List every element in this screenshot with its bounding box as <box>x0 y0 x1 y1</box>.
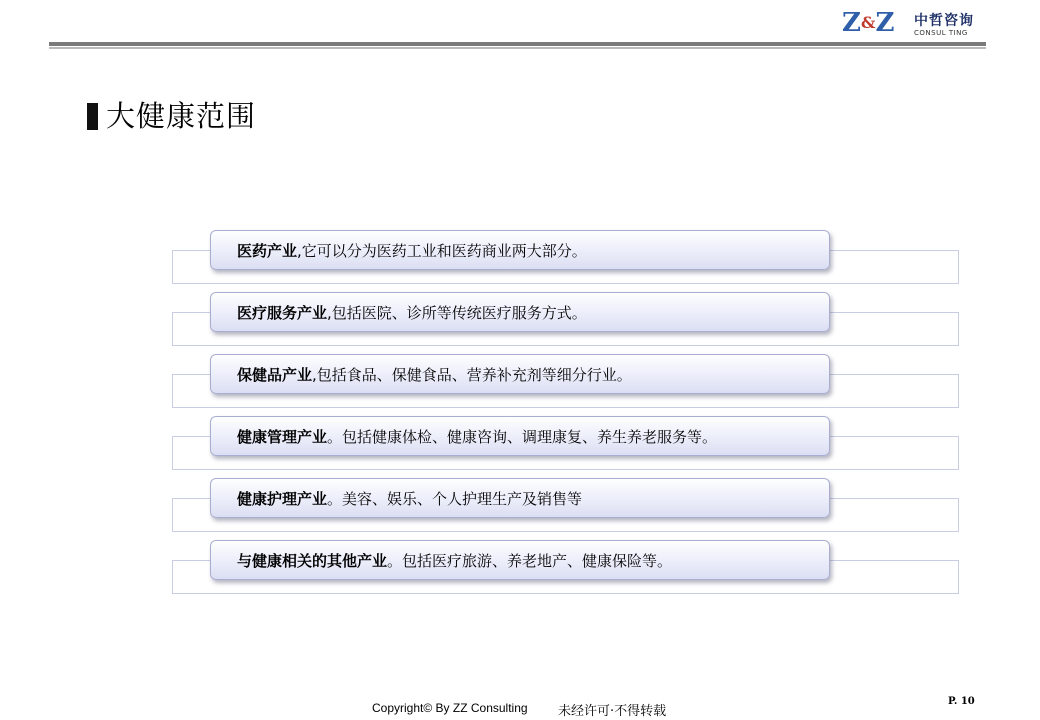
item-heading: 健康管理产业 <box>237 427 328 446</box>
item-box <box>210 230 830 270</box>
item-box <box>210 416 830 456</box>
logo-mark: Z&Z <box>842 8 894 38</box>
item-heading: 医疗服务产业 <box>237 303 328 322</box>
item-heading: 与健康相关的其他产业 <box>237 551 388 570</box>
item-text: 。美容、娱乐、个人护理生产及销售等 <box>327 489 583 508</box>
item-text: ,包括医院、诊所等传统医疗服务方式。 <box>327 303 587 322</box>
footer-notice: 未经许可·不得转载 <box>558 704 667 719</box>
list-item <box>0 478 1040 538</box>
item-text: ,包括食品、保健食品、营养补充剂等细分行业。 <box>312 365 632 384</box>
item-box <box>210 540 830 580</box>
item-box <box>210 478 830 518</box>
list-item <box>0 292 1040 352</box>
logo-english-name: CONSUL TING <box>914 29 968 37</box>
item-box <box>210 292 830 332</box>
item-text: ,它可以分为医药工业和医药商业两大部分。 <box>297 241 587 260</box>
item-text: 。包括医疗旅游、养老地产、健康保险等。 <box>387 551 673 570</box>
page-title: 大健康范围 <box>106 99 257 133</box>
footer-copyright: Copyright© By ZZ Consulting <box>372 701 528 715</box>
logo-chinese-name: 中哲咨询 <box>914 13 974 29</box>
list-item <box>0 354 1040 414</box>
list-item <box>0 540 1040 600</box>
item-heading: 健康护理产业 <box>237 489 328 508</box>
item-heading: 医药产业 <box>237 241 298 260</box>
item-text: 。包括健康体检、健康咨询、调理康复、养生养老服务等。 <box>327 427 718 446</box>
item-box <box>210 354 830 394</box>
item-heading: 保健品产业 <box>237 365 313 384</box>
list-item <box>0 416 1040 476</box>
page-number: P. 10 <box>948 696 975 707</box>
list-item <box>0 230 1040 290</box>
